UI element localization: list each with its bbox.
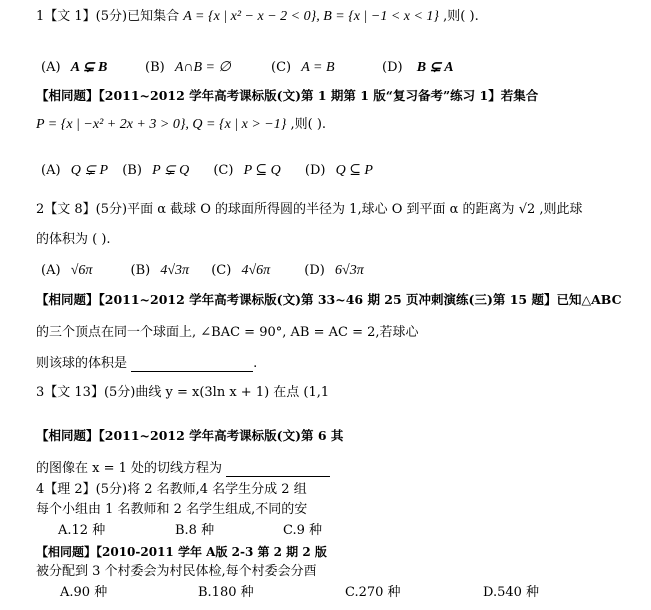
option-expr: A ⊊ B [70, 60, 108, 75]
q1-tail: ,则( ). [443, 9, 479, 24]
r2-line3-text: 则该球的体积是 [36, 356, 128, 371]
option-label: (A) [41, 163, 61, 178]
q1-option-a [41, 60, 107, 76]
q2-options [41, 263, 364, 279]
option-label: (B) [145, 60, 165, 75]
option-expr: √6π [70, 263, 93, 278]
r1-options [41, 163, 373, 179]
r4-option-c: C.270 种 [345, 585, 401, 600]
option-expr: Q ⊊ P [70, 163, 109, 178]
q3-related: 【相同题】【2011~2012 学年高考课标版(文)第 6 其 [36, 428, 344, 443]
r2-line2: 的三个顶点在同一个球面上, ∠BAC = 90°, AB = AC = 2,若球心 [36, 325, 419, 340]
q4-option-a: A.12 种 [58, 523, 106, 538]
q4-line2: 每个小组由 1 名教师和 2 名学生组成,不同的安 [36, 502, 308, 517]
r4-line2: 被分配到 3 个村委会为村民体检,每个村委会分酉 [36, 564, 317, 579]
q1-option-b [145, 60, 231, 76]
option-label: (B) [122, 163, 142, 178]
r1-expr: P = {x | −x² + 2x + 3 > 0}, Q = {x | x > −1} [36, 117, 287, 132]
r2-line3: 则该球的体积是 . [36, 356, 258, 371]
q1-option-d [382, 60, 454, 76]
option-label: (A) [41, 60, 61, 75]
option-expr: A = B [301, 60, 335, 75]
option-expr: P ⊆ Q [243, 163, 281, 178]
q1-option-c [271, 60, 335, 76]
option-label: (A) [41, 263, 61, 278]
q3-line1: 3【文 13】(5分)曲线 y = x(3ln x + 1) 在点 (1,1 [36, 385, 330, 400]
r4-line1: 【相同题】【2010-2011 学年 A版 2-3 第 2 期 2 版 [36, 545, 327, 559]
answer-blank [226, 463, 330, 477]
option-expr: 4√6π [241, 263, 271, 278]
q1-head: 1【文 1】(5分)已知集合 [36, 9, 180, 24]
q1-sets: A = {x | x² − x − 2 < 0}, B = {x | −1 < x < 1} [183, 9, 440, 24]
q2-line2: 的体积为 ( ). [36, 232, 111, 247]
option-label: (C) [213, 163, 234, 178]
q3-related-line2 [36, 461, 330, 477]
r1-tail: ,则( ). [290, 117, 327, 132]
option-label: (C) [211, 263, 232, 278]
option-label: (D) [304, 163, 326, 178]
option-expr: P ⊊ Q [152, 163, 190, 178]
option-label: (D) [304, 263, 325, 278]
q4-option-b: B.8 种 [175, 523, 215, 538]
option-label: (C) [271, 60, 292, 75]
q4-option-c: C.9 种 [283, 523, 323, 538]
option-expr: Q ⊆ P [335, 163, 373, 178]
q3-related-text: 的图像在 x = 1 处的切线方程为 [36, 461, 223, 476]
q1-stem [36, 9, 479, 25]
r4-option-a: A.90 种 [60, 585, 108, 600]
option-label: (D) [382, 60, 403, 75]
option-label: (B) [130, 263, 151, 278]
option-expr: A∩B = ∅ [174, 60, 231, 75]
answer-blank [131, 358, 253, 372]
option-expr: 6√3π [335, 263, 364, 278]
r1-head: 【相同题】【2011~2012 学年高考课标版(文)第 1 期第 1 版“复习备考”练习 1】若集合 [36, 88, 539, 103]
q4-line1: 4【理 2】(5分)将 2 名教师,4 名学生分成 2 组 [36, 482, 307, 497]
r4-option-d: D.540 种 [483, 585, 540, 600]
option-expr: B ⊊ A [416, 60, 454, 75]
r1-stem [36, 117, 326, 133]
r2-line1: 【相同题】【2011~2012 学年高考课标版(文)第 33~46 期 25 页冲刺演练(三)第 15 题】已知△ABC [36, 292, 622, 307]
q2-line1: 2【文 8】(5分)平面 α 截球 O 的球面所得圆的半径为 1,球心 O 到平面 α 的距离为 √2 ,则此球 [36, 202, 583, 217]
option-expr: 4√3π [160, 263, 190, 278]
r4-option-b: B.180 种 [198, 585, 254, 600]
